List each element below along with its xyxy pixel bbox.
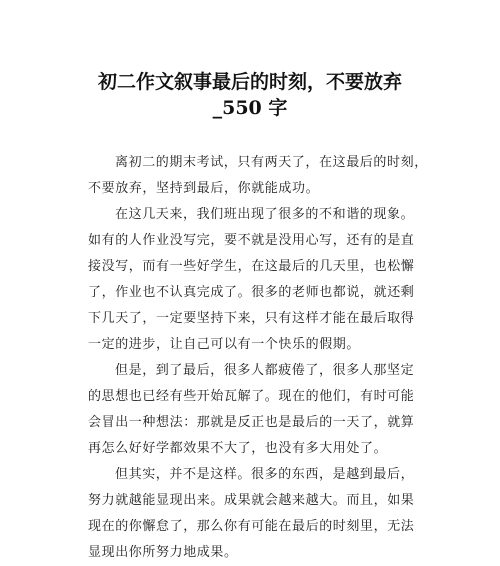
body-text-line: 下几天了，一定要坚持下来，只有这样才能在最后取得 — [88, 311, 415, 326]
body-text-line: 在这几天来，我们班出现了很多的不和谐的现象。 — [115, 207, 415, 222]
body-text-line: 如有的人作业没写完，要不就是没用心写，还有的是直 — [88, 233, 415, 248]
body-text-line: 但是，到了最后，很多人都疲倦了，很多人那坚定 — [115, 363, 415, 378]
body-text-line: 的思想也已经有些开始瓦解了。现在的他们，有时可能 — [88, 389, 415, 404]
document-title-line-1: 初二作文叙事最后的时刻，不要放弃 — [97, 71, 402, 93]
body-text-line: 不要放弃，坚持到最后，你就能成功。 — [88, 181, 320, 196]
body-text-line: 再怎么好好学都效果不大了，也没有多大用处了。 — [88, 441, 388, 456]
body-text-line: 接没写，而有一些好学生，在这最后的几天里，也松懈 — [88, 259, 415, 274]
body-text-line: 会冒出一种想法：那就是反正也是最后的一天了，就算 — [88, 415, 415, 430]
body-text-line: 一定的进步，让自己可以有一个快乐的假期。 — [88, 337, 361, 352]
body-text-line: 显现出你所努力地成果。 — [88, 545, 238, 560]
body-text-line: 努力就越能显现出来。成果就会越来越大。而且，如果 — [88, 493, 415, 508]
document-title-line-2: _550 字 — [212, 97, 288, 119]
body-text-line: 但其实，并不是这样。很多的东西，是越到最后， — [115, 467, 415, 482]
body-text-line: 了，作业也不认真完成了。很多的老师也都说，就还剩 — [88, 285, 415, 300]
body-text-line: 现在的你懈怠了，那么你有可能在最后的时刻里，无法 — [88, 519, 415, 534]
body-text-line: 离初二的期末考试，只有两天了，在这最后的时刻， — [115, 155, 428, 170]
document-body — [88, 150, 433, 566]
